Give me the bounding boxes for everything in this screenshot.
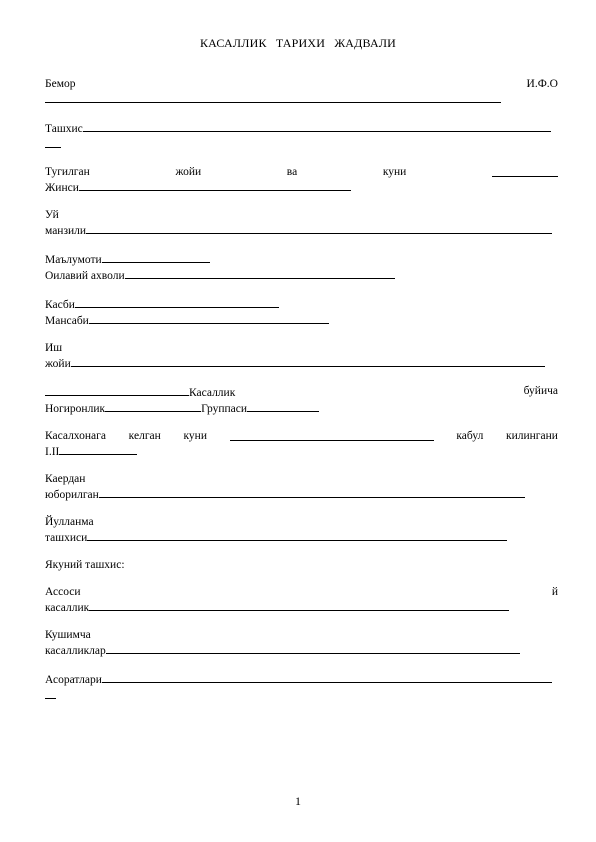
label-tashhis: Ташхис (45, 123, 83, 135)
blank-line[interactable] (59, 443, 137, 455)
blank-line[interactable] (79, 179, 351, 191)
label-joyi: жойи (175, 166, 202, 178)
field-referred-from (45, 472, 558, 502)
label-kushimcha: Кушимча (45, 629, 91, 641)
blank-line[interactable] (492, 165, 558, 177)
label-kasallik-lower: касаллик (45, 602, 90, 614)
blank-line[interactable] (87, 529, 507, 541)
document-title: КАСАЛЛИК ТАРИХИ ЖАДВАЛИ (199, 36, 397, 50)
blank-line[interactable] (99, 486, 525, 498)
blank-line[interactable] (86, 222, 552, 234)
label-yakuniy: Якуний ташхис: (45, 559, 125, 571)
label-bemor: Бемор (45, 78, 76, 90)
blank-line[interactable] (106, 642, 520, 654)
blank-line[interactable] (105, 400, 201, 412)
field-final-diagnosis (45, 558, 558, 572)
blank-line[interactable] (89, 312, 329, 324)
blank-line[interactable] (71, 355, 545, 367)
label-kilingani: килингани (506, 430, 558, 442)
blank-line[interactable] (125, 267, 395, 279)
field-patient (45, 77, 558, 107)
field-profession (45, 296, 558, 328)
label-uy: Уй (45, 209, 59, 221)
label-kabul: кабул (456, 430, 484, 442)
label-nogironlik: Ногиронлик (45, 403, 106, 415)
blank-line[interactable] (102, 671, 552, 683)
label-kuni: куни (382, 166, 407, 178)
blank-line[interactable] (45, 384, 189, 396)
blank-line[interactable] (75, 296, 279, 308)
label-jinsi: Жинси (45, 182, 79, 194)
label-y: й (551, 586, 558, 598)
page-number: 1 (295, 794, 301, 808)
blank-line[interactable] (247, 400, 319, 412)
blank-line[interactable] (45, 136, 61, 148)
field-workplace (45, 341, 558, 371)
label-kasbi: Касби (45, 299, 75, 311)
field-disability (45, 384, 558, 416)
label-buyicha: буйича (523, 385, 558, 397)
field-address (45, 208, 558, 238)
blank-line[interactable] (230, 429, 434, 441)
field-admission (45, 429, 558, 459)
label-joyi-work: жойи (45, 358, 71, 370)
label-i-ii: I.II (45, 446, 60, 458)
field-diagnosis (45, 120, 558, 152)
label-va: ва (286, 166, 298, 178)
label-assosi: Ассоси (45, 586, 81, 598)
label-mansabi: Мансаби (45, 315, 89, 327)
field-birth (45, 165, 558, 195)
label-kasallik: Касаллик (189, 387, 236, 399)
label-kaerdan: Каердан (45, 473, 86, 485)
label-tashhisi: ташхиси (45, 532, 88, 544)
label-manzili: манзили (45, 225, 87, 237)
label-kelgan: келган (128, 430, 161, 442)
field-complications (45, 671, 558, 703)
label-oilaviy: Оилавий ахволи (45, 270, 125, 282)
label-kasalxonaga: Касалхонага (45, 430, 106, 442)
label-yullanma: Йулланма (45, 516, 94, 528)
label-gruppasi: Группаси (201, 403, 248, 415)
blank-line[interactable] (102, 251, 210, 263)
blank-line[interactable] (45, 91, 501, 103)
label-ish: Иш (45, 342, 63, 354)
label-kasalliklar: касалликлар (45, 645, 106, 657)
label-malumoti: Маълумоти (45, 254, 102, 266)
label-asoratlari: Асоратлари (45, 674, 102, 686)
field-referral-diagnosis (45, 515, 558, 545)
blank-line[interactable] (45, 687, 56, 699)
blank-line[interactable] (89, 599, 509, 611)
label-ifo: И.Ф.О (526, 78, 558, 90)
field-main-disease (45, 585, 558, 615)
field-comorbidities (45, 628, 558, 658)
field-education (45, 251, 558, 283)
label-tugilgan: Тугилган (45, 166, 90, 178)
label-yuborilgan: юборилган (45, 489, 99, 501)
blank-line[interactable] (83, 120, 551, 132)
form-body (45, 77, 558, 716)
label-kuni-adm: куни (183, 430, 207, 442)
